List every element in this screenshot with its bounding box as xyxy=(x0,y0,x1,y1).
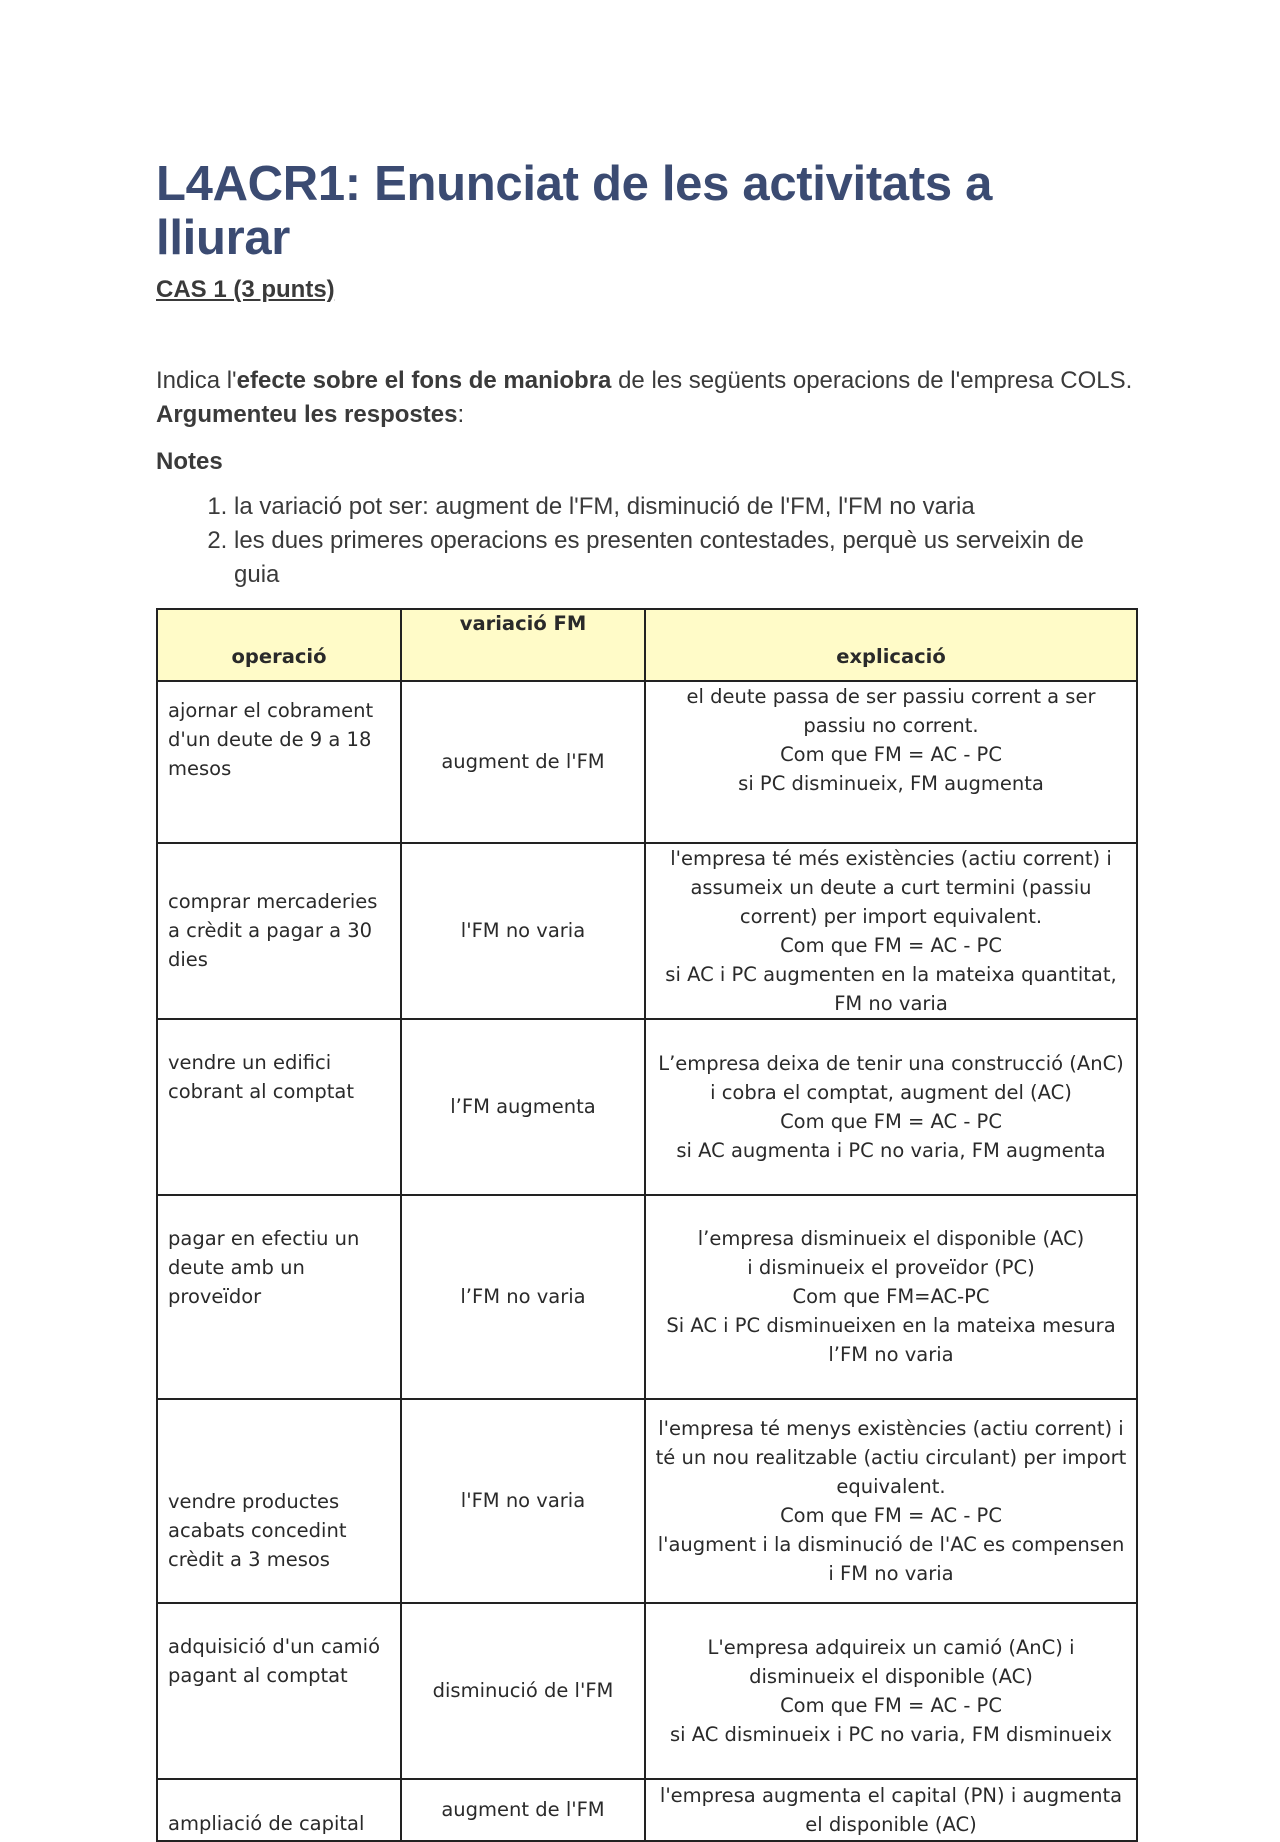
header-explicacio: explicació xyxy=(645,609,1137,681)
cell-explicacio: L’empresa deixa de tenir una construcció (AnC) i cobra el comptat, augment del (AC) Com que FM = AC - PC si AC augmenta i PC no varia, FM augmenta xyxy=(645,1019,1137,1195)
cell-explicacio: l’empresa disminueix el disponible (AC) i disminueix el proveïdor (PC) Com que FM=AC-PC Si AC i PC disminueixen en la mateixa mesura l’FM no varia xyxy=(645,1195,1137,1399)
table-header-row xyxy=(157,609,1137,681)
intro-paragraph xyxy=(156,364,1134,432)
cell-operacio: comprar mercaderies a crèdit a pagar a 30 dies xyxy=(157,843,401,1019)
cell-operacio: ampliació de capital xyxy=(157,1779,401,1841)
intro-text-3: : xyxy=(457,400,465,428)
note-item: 2. les dues primeres operacions es presenten contestades, perquè us serveixin de guia xyxy=(234,524,1134,592)
table-row xyxy=(157,843,1137,1019)
case-subtitle: CAS 1 (3 punts) xyxy=(156,275,335,303)
operations-table xyxy=(156,608,1138,1842)
document-page xyxy=(156,158,1134,1842)
header-variacio: variació FM xyxy=(401,609,645,681)
cell-variacio: l’FM no varia xyxy=(401,1195,645,1399)
intro-text-2: de les següents operacions de l'empresa COLS. xyxy=(611,366,1133,394)
intro-bold-2: Argumenteu les respostes xyxy=(156,400,458,428)
cell-operacio: ajornar el cobrament d'un deute de 9 a 18 mesos xyxy=(157,681,401,843)
cell-explicacio: el deute passa de ser passiu corrent a ser passiu no corrent. Com que FM = AC - PC si PC disminueix, FM augmenta xyxy=(645,681,1137,843)
table-row xyxy=(157,1399,1137,1603)
page-title: L4ACR1: Enunciat de les activitats a lliurar xyxy=(156,157,993,265)
cell-operacio: adquisició d'un camió pagant al comptat xyxy=(157,1603,401,1779)
cell-variacio: augment de l'FM xyxy=(401,1779,645,1841)
cell-explicacio: l'empresa té menys existències (actiu corrent) i té un nou realitzable (actiu circulant) per import equivalent. Com que FM = AC - PC l'augment i la disminució de l'AC es compensen i FM no varia xyxy=(645,1399,1137,1603)
cell-variacio: augment de l'FM xyxy=(401,681,645,843)
note-item: 1. la variació pot ser: augment de l'FM, disminució de l'FM, l'FM no varia xyxy=(234,490,1134,524)
cell-explicacio: l'empresa augmenta el capital (PN) i augmenta el disponible (AC) xyxy=(645,1779,1137,1841)
table-row xyxy=(157,1195,1137,1399)
intro-bold-1: efecte sobre el fons de maniobra xyxy=(236,366,612,394)
cell-operacio: pagar en efectiu un deute amb un proveïdor xyxy=(157,1195,401,1399)
header-operacio: operació xyxy=(157,609,401,681)
table-row xyxy=(157,1779,1137,1841)
cell-explicacio: L'empresa adquireix un camió (AnC) i disminueix el disponible (AC) Com que FM = AC - PC si AC disminueix i PC no varia, FM disminueix xyxy=(645,1603,1137,1779)
notes-list xyxy=(156,490,1134,592)
cell-variacio: l’FM augmenta xyxy=(401,1019,645,1195)
cell-variacio: disminució de l'FM xyxy=(401,1603,645,1779)
table-row xyxy=(157,1603,1137,1779)
table-row xyxy=(157,1019,1137,1195)
cell-variacio: l'FM no varia xyxy=(401,1399,645,1603)
intro-text-1: Indica l' xyxy=(156,366,237,394)
table-row xyxy=(157,681,1137,843)
cell-explicacio: l'empresa té més existències (actiu corrent) i assumeix un deute a curt termini (passiu corrent) per import equivalent. Com que FM = AC - PC si AC i PC augmenten en la mateixa quantitat, FM no varia xyxy=(645,843,1137,1019)
cell-operacio: vendre un edifici cobrant al comptat xyxy=(157,1019,401,1195)
cell-operacio: vendre productes acabats concedint crèdit a 3 mesos xyxy=(157,1399,401,1603)
notes-heading: Notes xyxy=(156,447,223,475)
cell-variacio: l'FM no varia xyxy=(401,843,645,1019)
